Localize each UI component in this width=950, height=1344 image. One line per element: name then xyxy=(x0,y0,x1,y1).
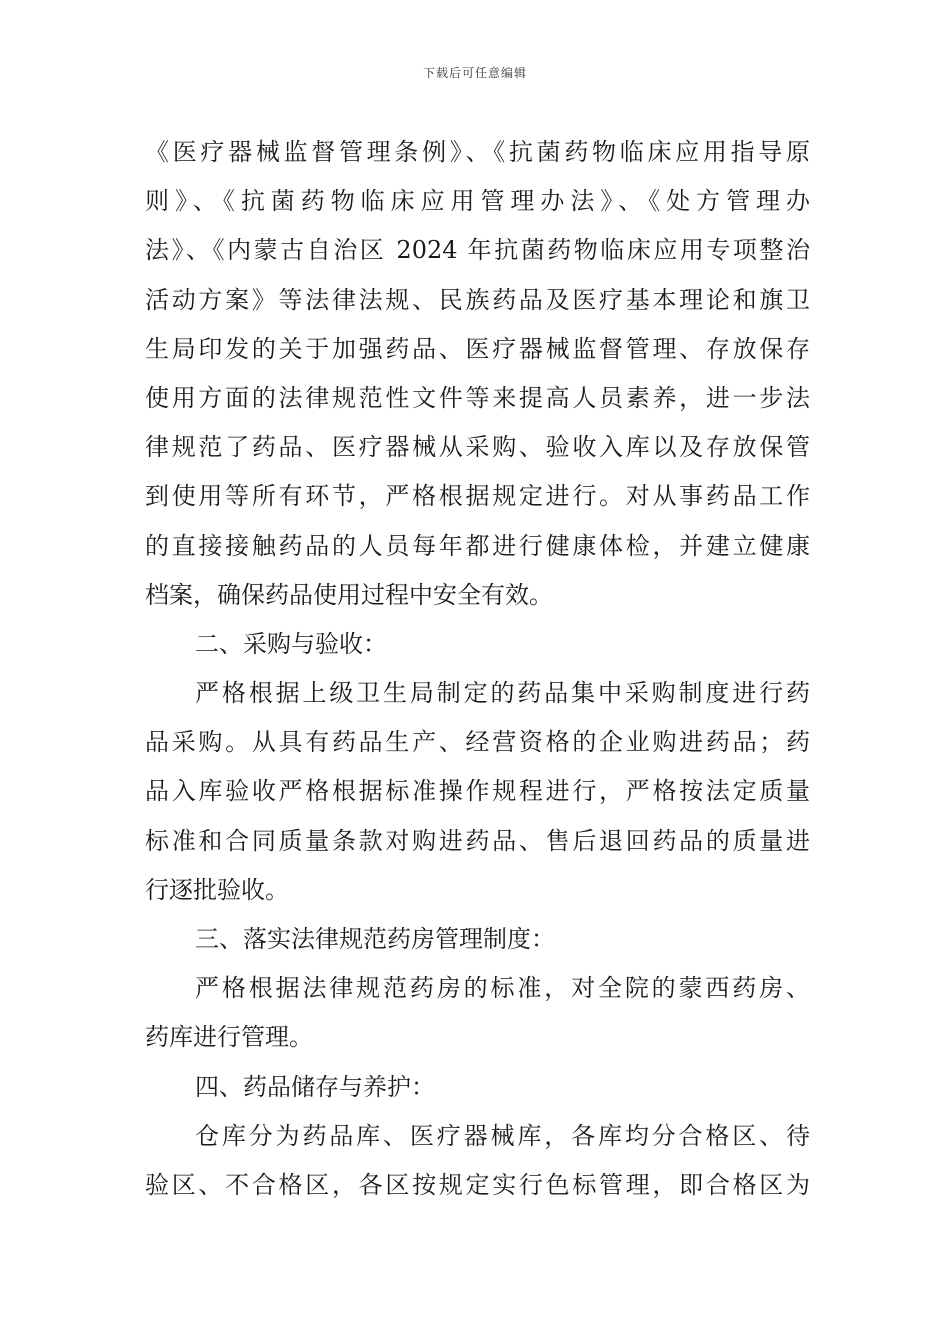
text-line: 药库进行管理。 xyxy=(145,1023,313,1052)
text-line: 验区、不合格区，各区按规定实行色标管理，即合格区为 xyxy=(145,1170,810,1199)
text-line: 行逐批验收。 xyxy=(145,875,289,904)
text-line: 严格根据法律规范药房的标准，对全院的蒙西药房、 xyxy=(195,974,810,1003)
text-line: 《医疗器械监督管理条例》、《抗菌药物临床应用指导原 xyxy=(145,138,810,166)
text-line: 档案，确保药品使用过程中安全有效。 xyxy=(145,580,553,609)
text-line: 活动方案》等法律法规、民族药品及医疗基本理论和旗卫 xyxy=(145,285,810,314)
text-line: 严格根据上级卫生局制定的药品集中采购制度进行药 xyxy=(195,679,810,708)
text-line: 二、采购与验收： xyxy=(195,629,387,658)
text-line: 仓库分为药品库、医疗器械库，各库均分合格区、待 xyxy=(195,1121,810,1150)
text-line: 的直接接触药品的人员每年都进行健康体检，并建立健康 xyxy=(145,531,810,560)
text-line: 法》、《内蒙古自治区 2024 年抗菌药物临床应用专项整治 xyxy=(145,236,810,265)
text-line: 品入库验收严格根据标准操作规程进行，严格按法定质量 xyxy=(145,777,810,806)
text-line: 标准和合同质量条款对购进药品、售后退回药品的质量进 xyxy=(145,826,810,855)
text-line: 生局印发的关于加强药品、医疗器械监督管理、存放保存 xyxy=(145,334,810,363)
text-line: 品采购。从具有药品生产、经营资格的企业购进药品；药 xyxy=(145,728,810,757)
text-line: 律规范了药品、医疗器械从采购、验收入库以及存放保管 xyxy=(145,433,810,462)
text-line: 到使用等所有环节，严格根据规定进行。对从事药品工作 xyxy=(145,482,810,511)
text-line: 则》、《抗菌药物临床应用管理办法》、《处方管理办 xyxy=(145,187,810,216)
page-header-note: 下载后可任意编辑 xyxy=(422,66,527,80)
text-line: 三、落实法律规范药房管理制度： xyxy=(195,925,555,953)
text-line: 使用方面的法律规范性文件等来提高人员素养，进一步法 xyxy=(145,383,810,412)
document-body xyxy=(145,128,810,1210)
text-line: 四、药品储存与养护： xyxy=(195,1072,435,1101)
